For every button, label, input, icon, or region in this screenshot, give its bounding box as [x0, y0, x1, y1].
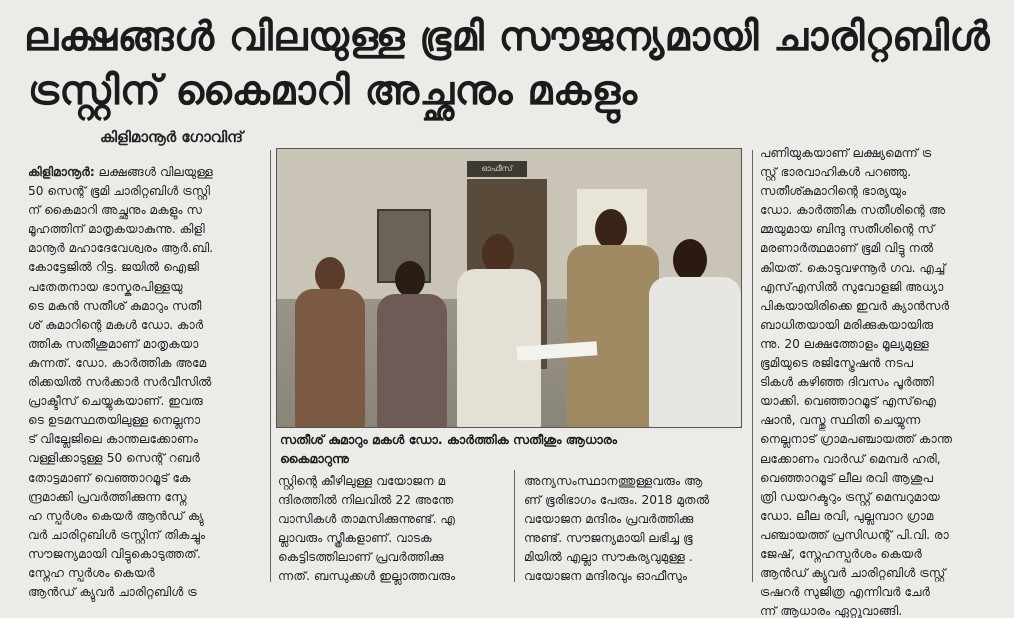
article-column-3: അന്യസംസ്ഥാനത്തുള്ളവരും ആ ണ് ഭൂരിഭാഗം പേരും. 2018 മുതൽ വയോജന മന്ദിരം പ്രവർത്തിക്കു ന്നുണ്ട്. സൗജന്യമായി ലഭിച്ച ഭൂ മിയിൽ എല്ലാ സൗകര്യവുമുള്ള . വയോജന മന്ദിരവും ഓഫീസും — [524, 474, 710, 584]
news-photo — [276, 148, 742, 428]
photo-person-1-head — [315, 257, 345, 293]
photo-person-3-head — [482, 234, 514, 274]
photo-office-board — [467, 161, 527, 177]
article-column-1 — [28, 163, 266, 602]
article-column-4: പണിയുകയാണ് ലക്ഷ്യമെന്ന് ട്ര സ്റ്റ് ഭാരവാഹികൾ പറഞ്ഞു. സതീശ്കുമാറിന്റെ ഭാര്യയും ഡോ. കാർത്തിക സതീശിന്റെ അ മ്മയുമായ ബിന്ദു സതീശിന്റെ സ് മരണാർത്ഥമാണ് ഭൂമി വിട്ടു നൽ കിയത്. കൊടുവഴന്നൂർ ഗവ. എച്ച് എസ്എസിൽ സുവോളജി അധ്യാ പികയായിരിക്കെ ഇവർ ക്യാൻസർ ബാധിതയായി മരിക്കുകയായിരു ന്നു. 20 ലക്ഷത്തോളം മൂല്യമുള്ള ഭൂമിയുടെ രജിസ്ട്രേഷൻ നടപ ടികൾ കഴിഞ്ഞ ദിവസം പൂർത്തി യാക്കി. വെഞ്ഞാറമൂട് എസ്ഐ ഷാൻ, വസ്തു സ്ഥിതി ചെയ്യുന്ന നെല്ലനാട് ഗ്രാമപഞ്ചായത്ത് കാന്ത ലക്കോണം വാർഡ് മെമ്പർ ഹരി, വെഞ്ഞാറമൂട് ലീല രവി ആശുപ ത്രി ഡയറക്ടറും ട്രസ്റ്റ് മെമ്പറുമായ ഡോ. ലീല രവി, പുല്ലമ്പാറ ഗ്രാമ പഞ്ചായത്ത് പ്രസിഡന്റ് പി.വി. രാ ജേഷ്, സ്നേഹസ്പർശം കെയർ ആൻഡ് ക്യുവർ ചാരിറ്റബിൾ ട്രസ്റ്റ് ട്രഷറർ സുജിത്ര എന്നിവർ ചേർ ന്ന് ആധാരം ഏറ്റുവാങ്ങി. — [760, 146, 953, 618]
photo-person-1 — [295, 289, 365, 428]
photo-person-4-head — [595, 209, 627, 249]
byline: കിളിമാനൂർ ഗോവിന്ദ് — [100, 128, 243, 146]
column-1-text: ലക്ഷങ്ങൾ വിലയുള്ള 50 സെന്റ് ഭൂമി ചാരിറ്റബിൾ ട്രസ്റ്റി ന് കൈമാറി അച്ഛനും മകളും സ മൂഹത്തിന് മാതൃകയാകുന്നു. കിളി മാനൂർ മഹാദേവേശ്വരം ആർ.ബി. കോട്ടേജിൽ റിട്ട. ജയിൽ ഐജി പതേതനായ ഭാസ്കരപിള്ളയു ടെ മകൻ സതീശ് കുമാറും സതീ ശ് കുമാറിന്റെ മകൾ ഡോ. കാർ ത്തിക സതീശുമാണ് മാതൃകയാ കുന്നത്. ഡോ. കാർത്തിക അമേ രിക്കയിൽ സർക്കാർ സർവീസിൽ പ്രാക്ടീസ് ചെയ്യുകയാണ്. ഇവരു ടെ ഉടമസ്ഥതയിലുള്ള നെല്ലനാ ട് വില്ലേജിലെ കാന്തലക്കോണം വള്ളിക്കാടുള്ള 50 സെന്റ് റബർ തോട്ടമാണ് വെഞ്ഞാറമൂട് കേ ന്ദ്രമാക്കി പ്രവർത്തിക്കുന്ന സ്നേ ഹ സ്പർശം കെയർ ആൻഡ് ക്യു വർ ചാരിറ്റബിൾ ട്രസ്റ്റിന് തികച്ചും സൗജന്യമായി വിട്ടുകൊടുത്തത്. സ്നേഹ സ്പർശം കെയർ ആൻഡ് ക്യുവർ ചാരിറ്റബിൾ ട്ര — [28, 165, 214, 600]
photo-person-2-head — [395, 261, 425, 297]
column-divider — [514, 470, 515, 582]
column-divider — [752, 150, 753, 582]
headline-line-1: ലക്ഷങ്ങൾ വിലയുള്ള ഭൂമി സൗജന്യമായി ചാരിറ്റബിൾ — [23, 14, 991, 60]
dateline: കിളിമാനൂർ: — [28, 165, 95, 179]
headline-line-2: ട്രസ്റ്റിന് കൈമാറി അച്ഛനും മകളും — [28, 68, 638, 114]
column-divider — [270, 150, 271, 582]
photo-caption: സതീശ് കുമാറും മകൾ ഡോ. കാർത്തിക സതീശും ആധാരം കൈമാറുന്നു — [280, 432, 617, 466]
photo-person-5-head — [673, 239, 707, 281]
photo-person-5 — [649, 277, 741, 428]
photo-person-2 — [377, 294, 447, 428]
photo-person-4 — [567, 245, 659, 428]
headline — [0, 10, 1014, 118]
article-column-2: സ്റ്റിന്റെ കീഴിലുള്ള വയോജന മ ന്ദിരത്തിൽ നിലവിൽ 22 അന്തേ വാസികൾ താമസിക്കുന്നുണ്ട്. എ ല്ലാവരും സ്ത്രീകളാണ്. വാടക കെട്ടിടത്തിലാണ് പ്രവർത്തിക്കു ന്നത്. ബന്ധുക്കൾ ഇല്ലാത്തവരും — [278, 474, 456, 584]
photo-board-text: ഓഫീസ് — [481, 164, 513, 173]
